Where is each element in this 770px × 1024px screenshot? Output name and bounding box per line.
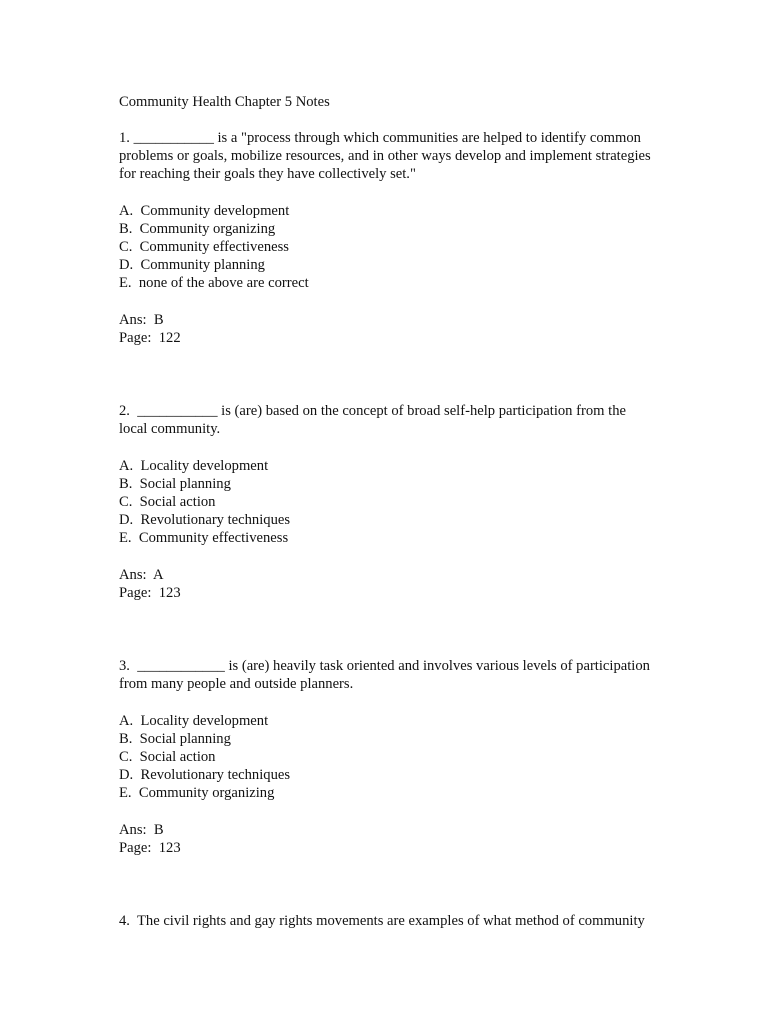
answer-option: D. Revolutionary techniques [119,512,291,528]
question-stem-line: 2. ___________ is (are) based on the concept of broad self-help participation from the [119,403,626,419]
answer-option: C. Social action [119,494,216,510]
answer-option: B. Social planning [119,731,231,747]
page-title: Community Health Chapter 5 Notes [119,94,330,110]
answer-option: E. Community effectiveness [119,530,289,546]
answer-option: E. none of the above are correct [119,275,309,291]
question-stem-line: 4. The civil rights and gay rights movements are examples of what method of community [119,913,645,929]
answer-option: B. Community organizing [119,221,276,237]
page-reference: Page: 123 [119,585,181,601]
answer-option: C. Community effectiveness [119,239,289,255]
page-reference: Page: 122 [119,330,181,346]
answer-option: C. Social action [119,749,216,765]
answer-key: Ans: B [119,312,164,328]
question-stem-line: 3. ____________ is (are) heavily task oriented and involves various levels of participation [119,658,650,674]
answer-option: A. Locality development [119,713,269,729]
answer-key: Ans: A [119,567,164,583]
question-stem-line: local community. [119,421,221,437]
question-stem-line: problems or goals, mobilize resources, and in other ways develop and implement strategies [119,148,651,164]
question-stem-line: 1. ___________ is a "process through which communities are helped to identify common [119,130,641,146]
question-stem-line: for reaching their goals they have collectively set." [119,166,416,182]
question-stem-line: from many people and outside planners. [119,676,354,692]
answer-option: A. Community development [119,203,290,219]
answer-option: D. Community planning [119,257,265,273]
answer-option: B. Social planning [119,476,231,492]
answer-key: Ans: B [119,822,164,838]
page-reference: Page: 123 [119,840,181,856]
answer-option: D. Revolutionary techniques [119,767,291,783]
answer-option: E. Community organizing [119,785,275,801]
answer-option: A. Locality development [119,458,269,474]
